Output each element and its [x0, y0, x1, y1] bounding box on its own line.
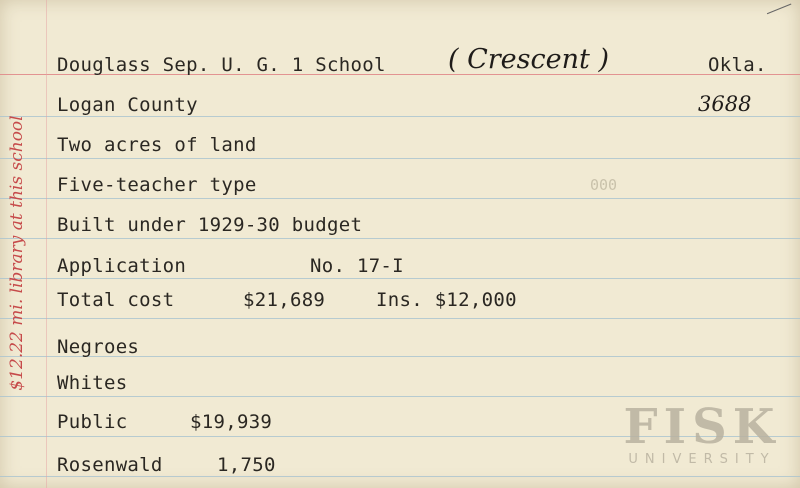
- application-number: No. 17-I: [310, 255, 404, 277]
- rosenwald-amount: 1,750: [217, 454, 276, 476]
- rule-line: [0, 158, 800, 159]
- rule-line: [0, 116, 800, 117]
- rule-line: [0, 396, 800, 397]
- rule-line: [0, 198, 800, 199]
- margin-line: [46, 0, 47, 488]
- insurance: Ins. $12,000: [376, 289, 517, 311]
- faint-bleed-through: 000: [590, 176, 618, 194]
- handwritten-number: 3688: [698, 92, 752, 116]
- fisk-logo: [614, 399, 790, 468]
- budget: Built under 1929-30 budget: [57, 214, 363, 236]
- county: Logan County: [57, 94, 198, 116]
- school-type: Five-teacher type: [57, 174, 257, 196]
- public-label: Public: [57, 411, 128, 433]
- rule-line: [0, 238, 800, 239]
- margin-note: $12.22 mi. library at this school: [7, 115, 27, 391]
- school-name: Douglass Sep. U. G. 1 School: [57, 54, 386, 76]
- application-label: Application: [57, 255, 187, 277]
- handwritten-school-name: ( Crescent ): [448, 44, 609, 75]
- corner-pencil-mark: [767, 4, 795, 24]
- rule-line: [0, 318, 800, 319]
- rule-line: [0, 476, 800, 477]
- whites-label: Whites: [57, 372, 128, 394]
- logo-wordmark: FISK: [623, 399, 781, 455]
- rosenwald-label: Rosenwald: [57, 454, 163, 476]
- rule-line: [0, 278, 800, 279]
- logo-subtitle: UNIVERSITY: [628, 452, 776, 467]
- public-amount: $19,939: [190, 411, 273, 433]
- total-cost: $21,689: [243, 289, 326, 311]
- land: Two acres of land: [57, 134, 257, 156]
- total-cost-label: Total cost: [57, 289, 175, 311]
- state: Okla.: [708, 54, 767, 76]
- negroes-label: Negroes: [57, 336, 140, 358]
